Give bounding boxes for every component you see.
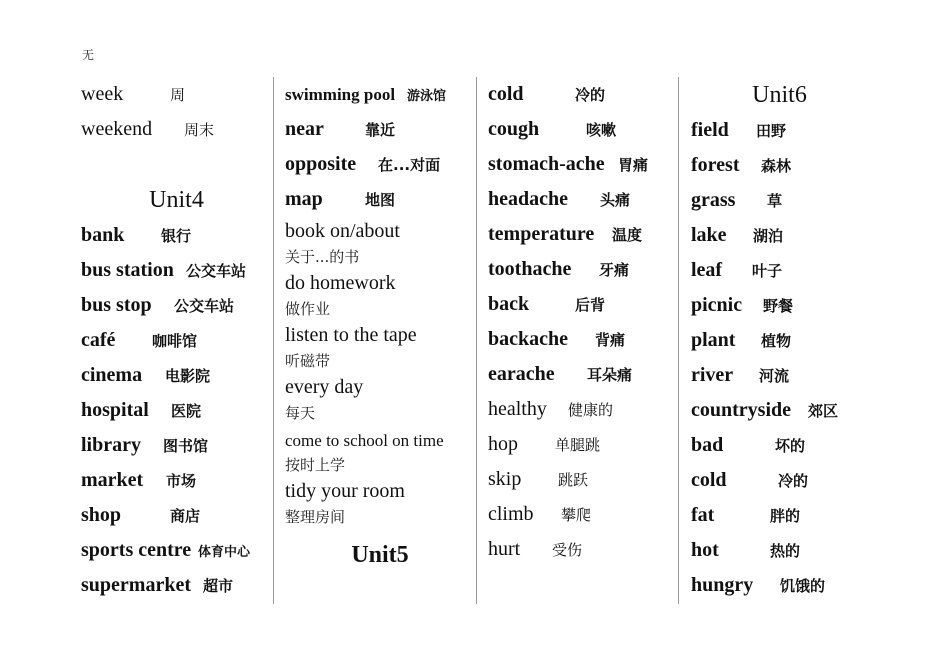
vocab-word: shop: [81, 504, 122, 526]
vocab-word: forest: [691, 154, 740, 176]
phrase-chinese: 做作业: [285, 299, 331, 318]
vocab-word: bus stop: [81, 294, 152, 316]
phrase-row: [285, 477, 475, 503]
vocab-column-3: [476, 77, 677, 604]
vocab-row: [81, 358, 272, 393]
vocab-word: sports centre: [81, 539, 192, 561]
vocab-translation: 耳朵痛: [587, 366, 633, 384]
phrase-english: come to school on time: [285, 431, 444, 450]
vocab-translation: 冷的: [575, 86, 606, 104]
vocab-word: bus station: [81, 259, 174, 281]
vocab-row: [488, 182, 677, 217]
vocab-translation: 胃痛: [618, 156, 649, 174]
vocab-word: plant: [691, 329, 736, 351]
vocab-row: [81, 393, 272, 428]
vocab-word: near: [285, 118, 324, 140]
phrase-row: [285, 399, 475, 425]
vocab-column-1: [81, 77, 272, 604]
vocab-word: cough: [488, 118, 540, 140]
vocab-translation: 胖的: [770, 507, 801, 525]
phrase-english: every day: [285, 376, 364, 398]
vocab-word: field: [691, 119, 729, 141]
vocab-word: stomach-ache: [488, 153, 605, 175]
phrase-english: listen to the tape: [285, 324, 417, 346]
phrase-english: tidy your room: [285, 480, 405, 502]
vocab-row: [81, 288, 272, 323]
vocab-translation: 湖泊: [753, 227, 784, 245]
vocab-translation: 冷的: [778, 472, 809, 490]
vocab-row: [81, 77, 272, 112]
vocab-translation: 周: [170, 86, 186, 104]
vocab-row: [691, 533, 868, 568]
phrase-english: book on/about: [285, 220, 400, 242]
vocab-word: back: [488, 293, 530, 315]
phrase-chinese: 整理房间: [285, 507, 346, 526]
vocab-word: grass: [691, 189, 736, 211]
vocab-word: bad: [691, 434, 724, 456]
vocab-row: [81, 253, 272, 288]
vocab-translation: 体育中心: [198, 545, 251, 560]
vocab-row: [488, 497, 677, 532]
vocab-word: skip: [488, 468, 522, 490]
vocab-word: fat: [691, 504, 715, 526]
vocab-translation: 攀爬: [561, 506, 592, 524]
vocab-row: [488, 462, 677, 497]
vocab-translation: 咳嗽: [586, 121, 617, 139]
vocab-row: [488, 287, 677, 322]
vocab-translation: 医院: [171, 402, 202, 420]
vocab-translation: 森林: [761, 157, 792, 175]
vocab-word: leaf: [691, 259, 723, 281]
vocab-row: [81, 218, 272, 253]
vocab-translation: 健康的: [568, 401, 614, 419]
phrase-row: [285, 347, 475, 373]
vocab-translation: 周末: [184, 121, 215, 139]
vocab-translation: 电影院: [165, 367, 211, 385]
vocab-word: week: [81, 83, 124, 105]
vocab-translation: 河流: [759, 367, 790, 385]
vocab-translation: 野餐: [763, 297, 794, 315]
vocab-word: café: [81, 329, 116, 351]
vocab-row: [81, 463, 272, 498]
vocab-row: [285, 77, 475, 112]
vocab-translation: 在...对面: [378, 156, 441, 174]
phrase-chinese: 关于...的书: [285, 247, 360, 266]
vocab-word: lake: [691, 224, 727, 246]
vocab-translation: 后背: [575, 296, 606, 314]
vocab-row: [691, 113, 868, 148]
vocab-row: [285, 147, 475, 182]
vocab-row: [691, 288, 868, 323]
vocab-row: [81, 498, 272, 533]
vocab-word: cold: [691, 469, 727, 491]
phrase-row: [285, 217, 475, 243]
vocab-row: [691, 463, 868, 498]
vocab-word: map: [285, 188, 323, 210]
phrase-row: [285, 269, 475, 295]
vocab-row: [488, 427, 677, 462]
vocab-word: picnic: [691, 294, 743, 316]
vocab-word: earache: [488, 363, 555, 385]
vocab-word: river: [691, 364, 734, 386]
vocab-translation: 热的: [770, 542, 801, 560]
vocab-translation: 坏的: [775, 437, 806, 455]
vocab-word: countryside: [691, 399, 791, 421]
vocab-row: [488, 217, 677, 252]
page-header-mark: 无: [82, 48, 95, 62]
vocab-row: [81, 323, 272, 358]
vocab-row: [691, 393, 868, 428]
vocab-row: [285, 182, 475, 217]
phrase-row: [285, 321, 475, 347]
vocab-translation: 头痛: [600, 191, 631, 209]
vocab-translation: 靠近: [365, 121, 396, 139]
vocab-word: opposite: [285, 153, 357, 175]
unit-heading: Unit5: [351, 541, 409, 568]
vocab-translation: 跳跃: [558, 471, 589, 489]
vocab-row: [691, 148, 868, 183]
phrase-row: [285, 295, 475, 321]
vocab-row: [691, 568, 868, 603]
vocab-translation: 田野: [756, 122, 787, 140]
vocab-translation: 单腿跳: [555, 436, 601, 454]
vocab-row: [691, 253, 868, 288]
vocab-translation: 受伤: [552, 541, 583, 559]
phrase-chinese: 按时上学: [285, 455, 346, 474]
vocab-translation: 郊区: [808, 402, 839, 420]
vocab-row: [691, 498, 868, 533]
vocab-translation: 公交车站: [174, 297, 235, 315]
vocab-word: hop: [488, 433, 518, 455]
vocab-translation: 牙痛: [599, 261, 630, 279]
vocab-translation: 草: [767, 192, 783, 210]
phrase-chinese: 每天: [285, 403, 316, 422]
vocab-translation: 背痛: [595, 331, 626, 349]
phrase-row: [285, 451, 475, 477]
vocab-row: [488, 322, 677, 357]
vocab-word: toothache: [488, 258, 572, 280]
phrase-english: do homework: [285, 272, 396, 294]
vocab-translation: 叶子: [752, 262, 783, 280]
vocab-row: [81, 112, 272, 147]
unit-heading: Unit6: [752, 81, 807, 108]
vocab-row: [691, 323, 868, 358]
phrase-row: [285, 373, 475, 399]
vocab-word: hospital: [81, 399, 149, 421]
vocab-translation: 超市: [203, 577, 234, 595]
vocab-translation: 饥饿的: [780, 577, 826, 595]
vocab-word: cold: [488, 83, 524, 105]
vocab-word: supermarket: [81, 574, 191, 596]
vocab-row: [691, 183, 868, 218]
vocab-row: [488, 357, 677, 392]
spacer: [81, 147, 272, 182]
vocab-word: hot: [691, 539, 719, 561]
vocab-row: [488, 147, 677, 182]
vocab-row: [488, 252, 677, 287]
vocab-column-4: [678, 77, 868, 604]
vocab-translation: 植物: [761, 332, 792, 350]
vocab-translation: 商店: [170, 507, 201, 525]
vocab-word: weekend: [81, 118, 153, 140]
phrase-row: [285, 503, 475, 529]
vocab-word: backache: [488, 328, 568, 350]
vocab-row: [691, 358, 868, 393]
vocab-translation: 银行: [161, 227, 192, 245]
vocab-row: [488, 392, 677, 427]
vocab-word: cinema: [81, 364, 143, 386]
vocab-translation: 图书馆: [163, 437, 209, 455]
vocab-column-2: [273, 77, 475, 604]
vocab-translation: 公交车站: [186, 262, 247, 280]
vocab-row: [81, 428, 272, 463]
phrase-row: [285, 243, 475, 269]
unit-heading: Unit4: [149, 186, 204, 213]
vocab-word: headache: [488, 188, 568, 210]
phrase-row: [285, 425, 475, 451]
vocab-translation: 温度: [612, 226, 643, 244]
vocab-translation: 市场: [166, 472, 197, 490]
vocab-row: [488, 112, 677, 147]
vocab-word: market: [81, 469, 144, 491]
vocab-word: hurt: [488, 538, 521, 560]
vocab-row: [488, 532, 677, 567]
phrase-chinese: 听磁带: [285, 351, 331, 370]
vocab-translation: 游泳馆: [407, 89, 447, 104]
vocab-row: [488, 77, 677, 112]
vocab-word: library: [81, 434, 141, 456]
vocab-row: [81, 568, 272, 603]
vocab-word: swimming pool: [285, 84, 396, 104]
vocab-word: climb: [488, 503, 534, 525]
vocab-word: healthy: [488, 398, 547, 420]
vocab-word: hungry: [691, 574, 754, 596]
vocab-translation: 咖啡馆: [152, 332, 198, 350]
vocab-word: temperature: [488, 223, 595, 245]
vocab-row: [285, 112, 475, 147]
vocab-row: [81, 533, 272, 568]
vocab-row: [691, 218, 868, 253]
vocab-translation: 地图: [365, 191, 396, 209]
vocab-word: bank: [81, 224, 125, 246]
vocab-row: [691, 428, 868, 463]
